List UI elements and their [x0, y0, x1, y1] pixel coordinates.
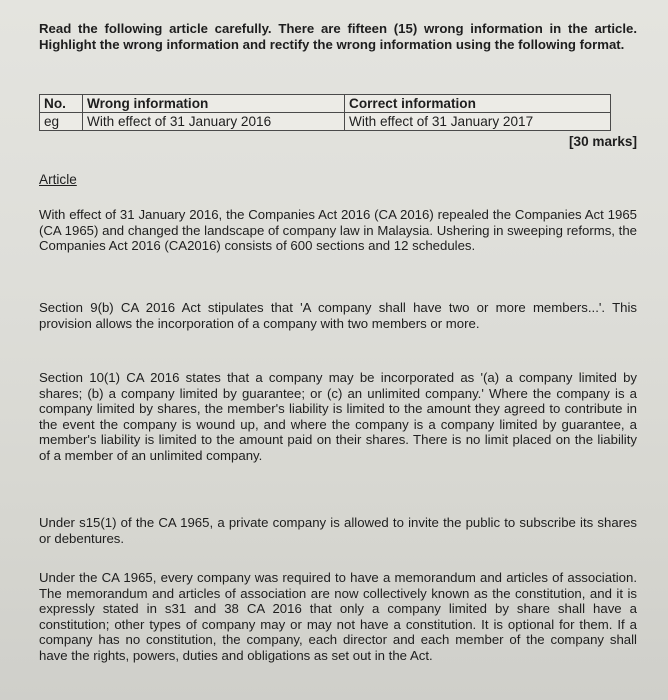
- marks-label: [30 marks]: [568, 134, 637, 149]
- example-wrong-information: With effect of 31 January 2016: [83, 113, 345, 131]
- example-no: eg: [40, 113, 83, 131]
- article-heading: Article: [39, 172, 77, 187]
- example-correct-information: With effect of 31 January 2017: [345, 113, 611, 131]
- format-table-row: [40, 113, 611, 131]
- article-paragraph: With effect of 31 January 2016, the Companies Act 2016 (CA 2016) repealed the Companies Act 1965 (CA 1965) and changed the landscape of company law in Malaysia. Ushering in sweeping reforms, the Companies Act 2016 (CA2016) consists of 600 sections and 12 schedules.: [39, 207, 637, 254]
- article-paragraph: Under s15(1) of the CA 1965, a private company is allowed to invite the public to subscribe its shares or debentures.: [39, 515, 637, 546]
- instructions: Read the following article carefully. There are fifteen (15) wrong information in the article. Highlight the wrong information and rectify the wrong information using the following format.: [39, 21, 637, 52]
- format-table: [39, 94, 611, 131]
- header-wrong-information: Wrong information: [83, 95, 345, 113]
- header-correct-information: Correct information: [345, 95, 611, 113]
- format-table-header: [40, 95, 611, 113]
- article-paragraph: Section 10(1) CA 2016 states that a company may be incorporated as '(a) a company limited by shares; (b) a company limited by guarantee; or (c) an unlimited company.' Where the company is a company limited by shares, the member's liability is limited to the amount they agreed to contribute in the event the company is wound up, and where the company is a company limited by guarantee, a member's liability is limited to the amount paid on their shares. There is no limit placed on the liability of a member of an unlimited company.: [39, 370, 637, 463]
- article-paragraph: Section 9(b) CA 2016 Act stipulates that 'A company shall have two or more members...'. This provision allows the incorporation of a company with two members or more.: [39, 300, 637, 331]
- header-no: No.: [40, 95, 83, 113]
- article-paragraph: Under the CA 1965, every company was required to have a memorandum and articles of association. The memorandum and articles of association are now collectively known as the constitution, and it is expressly stated in s31 and 38 CA 2016 that only a company limited by share shall have a constitution; other types of company may or may not have a constitution. It is optional for them. If a company has no constitution, the company, each director and each member of the company shall have the rights, powers, duties and obligations as set out in the Act.: [39, 570, 637, 663]
